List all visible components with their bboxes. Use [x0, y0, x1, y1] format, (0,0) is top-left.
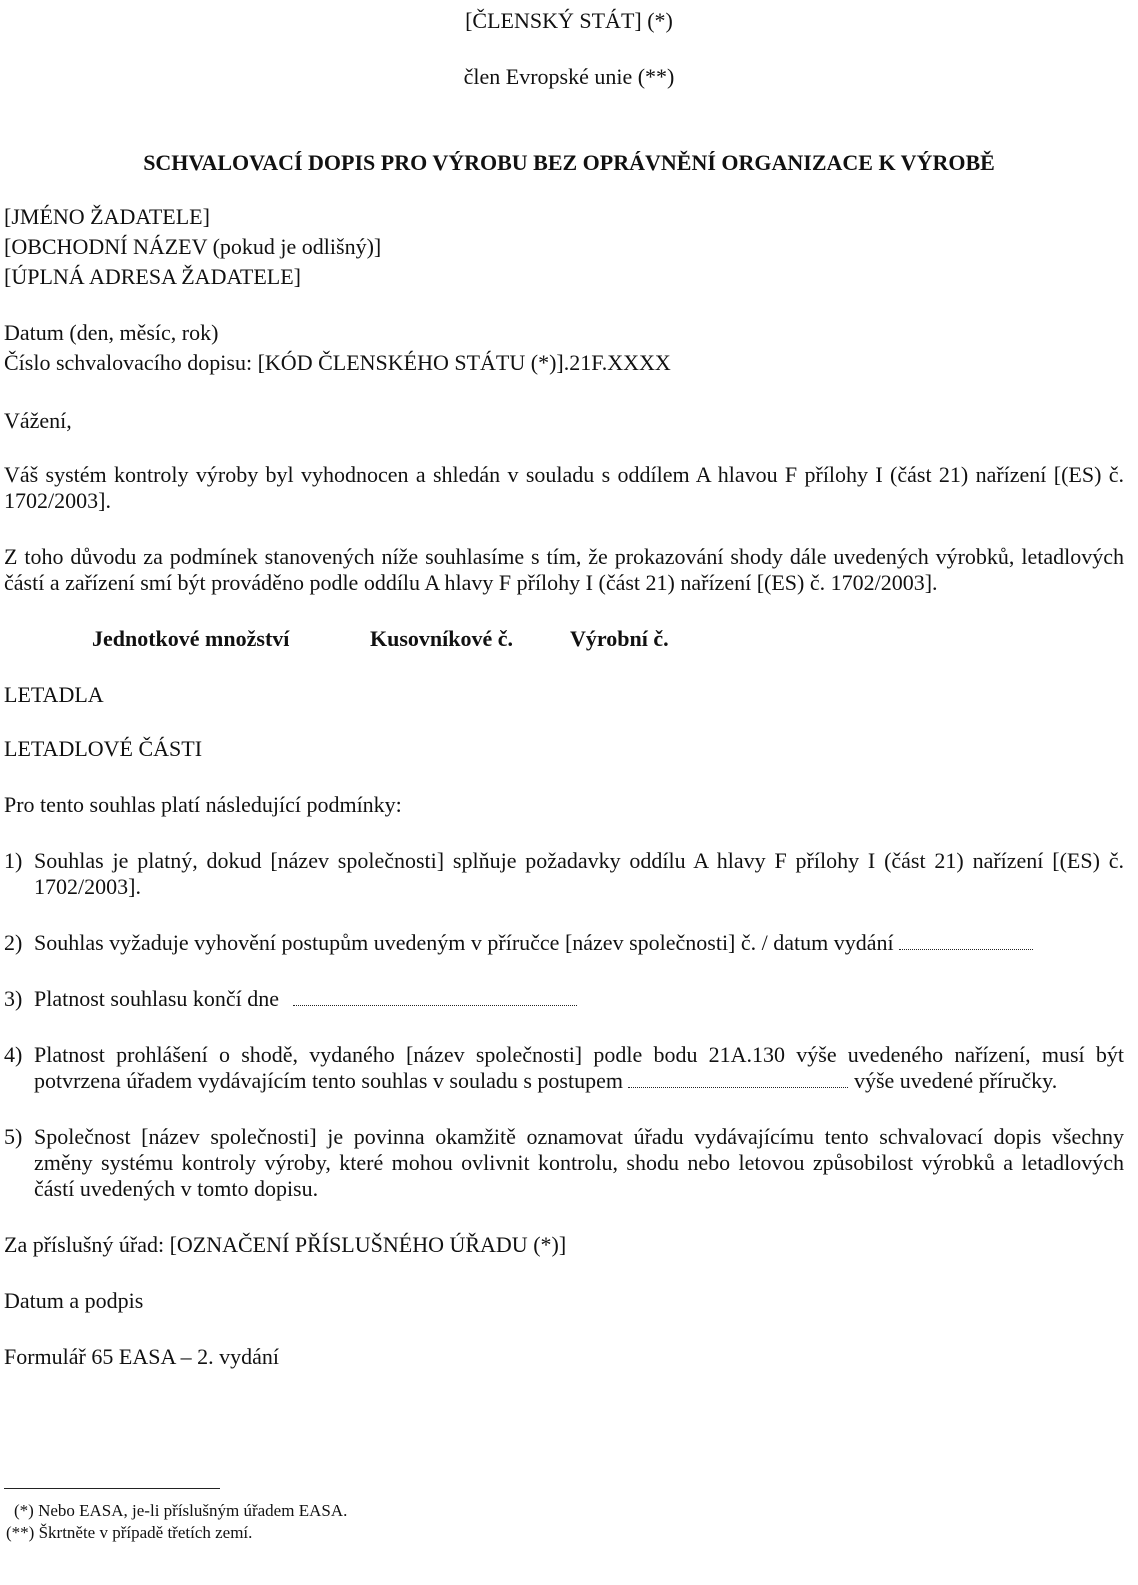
- eu-member-line: člen Evropské unie (**): [463, 64, 675, 89]
- letter-number: Číslo schvalovacího dopisu: [KÓD ČLENSKÉHO STÁTU (*)].21F.XXXX: [4, 350, 671, 375]
- condition-text: Společnost [název společnosti] je povinna okamžitě oznamovat úřadu vydávajícímu tento schvalovací dopis všechny změny systému kontroly výroby, které mohou ovlivnit kontrolu, shodu nebo letovou způsobilost výrobků a letadlových částí uvedených v tomto dopisu.: [34, 1124, 1124, 1201]
- condition-text: Platnost prohlášení o shodě, vydaného [název společnosti] podle bodu 21A.130 výše uvedeného nařízení, musí být potvrzena úřadem vydávajícím tento souhlas v souladu s postupem: [34, 1042, 1124, 1093]
- footnote-third-countries: (**) Škrtněte v případě třetích zemí.: [6, 1523, 253, 1542]
- condition-number: 2): [4, 930, 23, 955]
- column-header-serial: Výrobní č.: [570, 626, 669, 651]
- footnote-easa: (*) Nebo EASA, je-li příslušným úřadem EASA.: [14, 1501, 348, 1520]
- applicant-name: [JMÉNO ŽADATELE]: [4, 204, 210, 229]
- paragraph-assessment: Váš systém kontroly výroby byl vyhodnocen a shledán v souladu s oddílem A hlavou F přílohy I (část 21) nařízení [(ES) č. 1702/2003].: [4, 462, 1124, 513]
- column-header-quantity: Jednotkové množství: [92, 626, 290, 651]
- condition-text-with-blank: [34, 930, 1124, 956]
- document-title: SCHVALOVACÍ DOPIS PRO VÝROBU BEZ OPRÁVNĚNÍ ORGANIZACE K VÝROBĚ: [143, 150, 995, 175]
- condition-item: [4, 1124, 1124, 1202]
- condition-number: 5): [4, 1124, 23, 1149]
- condition-item: [4, 1042, 1124, 1094]
- form-reference: Formulář 65 EASA – 2. vydání: [4, 1344, 279, 1369]
- signature-line: Datum a podpis: [4, 1288, 144, 1313]
- condition-item: [4, 848, 1124, 900]
- condition-number: 1): [4, 848, 23, 873]
- condition-text-with-blank: [34, 986, 1124, 1012]
- condition-number: 3): [4, 986, 23, 1011]
- condition-item: [4, 930, 1124, 956]
- row-aircraft-parts: LETADLOVÉ ČÁSTI: [4, 736, 203, 761]
- member-state-heading: [ČLENSKÝ STÁT] (*): [465, 8, 673, 33]
- fill-in-blank: [293, 987, 577, 1006]
- row-aircraft: LETADLA: [4, 682, 104, 707]
- condition-item: [4, 986, 1124, 1012]
- applicant-address: [ÚPLNÁ ADRESA ŽADATELE]: [4, 264, 301, 289]
- condition-number: 4): [4, 1042, 23, 1067]
- fill-in-blank: [899, 931, 1033, 950]
- salutation: Vážení,: [4, 408, 72, 433]
- conditions-intro: Pro tento souhlas platí následující podmínky:: [4, 792, 402, 817]
- condition-text: Platnost souhlasu končí dne: [34, 986, 280, 1011]
- authority-line: Za příslušný úřad: [OZNAČENÍ PŘÍSLUŠNÉHO ÚŘADU (*)]: [4, 1232, 567, 1257]
- condition-text-with-blank: [34, 1042, 1124, 1094]
- footnote-divider: [4, 1488, 220, 1489]
- date-line: Datum (den, měsíc, rok): [4, 320, 219, 345]
- paragraph-agreement: Z toho důvodu za podmínek stanovených níže souhlasíme s tím, že prokazování shody dále uvedených výrobků, letadlových částí a zařízení smí být prováděno podle oddílu A hlavy F přílohy I (část 21) nařízení [(ES) č. 1702/2003].: [4, 544, 1124, 595]
- column-header-parts-list: Kusovníkové č.: [370, 626, 514, 651]
- trade-name: [OBCHODNÍ NÁZEV (pokud je odlišný)]: [4, 234, 382, 259]
- condition-text: Souhlas je platný, dokud [název společnosti] splňuje požadavky oddílu A hlavy F přílohy I (část 21) nařízení [(ES) č. 1702/2003].: [34, 848, 1124, 899]
- condition-text: Souhlas vyžaduje vyhovění postupům uvedeným v příručce [název společnosti] č. / datum vydání: [34, 930, 894, 955]
- fill-in-blank: [628, 1069, 848, 1088]
- condition-text-end: výše uvedené příručky.: [853, 1068, 1058, 1093]
